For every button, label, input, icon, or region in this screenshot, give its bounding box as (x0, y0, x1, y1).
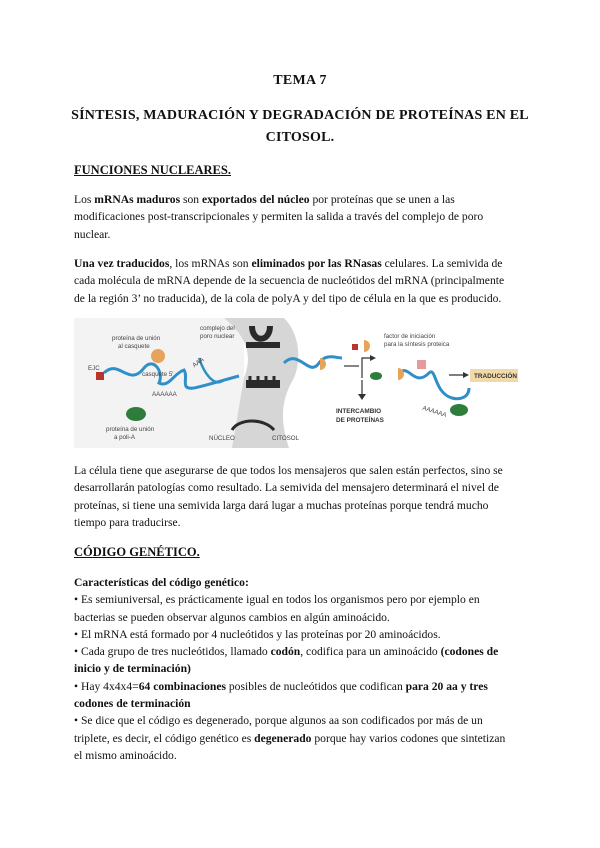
bullet-line: • Se dice que el código es degenerado, porque algunos aa son codificados por más de un (74, 714, 483, 728)
bold-run: codón (270, 645, 301, 659)
label-cap5: casquete 5' (142, 371, 174, 378)
label-pore-1: complejo del (200, 325, 235, 332)
ejc-marker (96, 372, 104, 380)
label-polya-small: AAA (191, 356, 206, 370)
bullet-line (74, 643, 532, 660)
bullet-line: • Es semiuniversal, es prácticamente igual en todos los organismos pero por ejemplo en (74, 593, 480, 607)
subheading: Características del código genético: (74, 576, 249, 589)
label-pore-2: poro nuclear (200, 333, 235, 340)
label-nucleus: NÚCLEO (209, 435, 235, 442)
mrna-export-figure (74, 318, 534, 448)
bold-run: 64 combinaciones (138, 679, 226, 693)
text-run: , codifica para un aminoácido (300, 645, 441, 659)
polya-binding-protein (126, 407, 146, 421)
bullet-line: bacterias se pueden observar algunos cambios en algún aminoácido. (74, 610, 390, 624)
page-title (60, 105, 540, 149)
text-run: posibles de nucleótidos que codifican (225, 679, 406, 693)
bold-run: Una vez traducidos (74, 257, 170, 270)
label-polya-2: AAAAAA (421, 404, 448, 419)
title-line-2: CITOSOL. (265, 130, 335, 145)
arrowhead-translation-icon (463, 372, 469, 378)
paragraph-line (74, 191, 532, 208)
polya-protein-translation (450, 404, 468, 416)
bold-run: (codones de (440, 645, 499, 659)
text-run: , los mRNAs son (169, 257, 252, 270)
bold-run: para 20 aa y tres (405, 679, 488, 693)
section-heading-funciones-nucleares: FUNCIONES NUCLEARES. (74, 163, 231, 177)
title-line-1: SÍNTESIS, MADURACIÓN Y DEGRADACIÓN DE PROTEÍNAS EN EL (71, 108, 529, 123)
paragraph-line: tiempo para traducirse. (74, 515, 181, 529)
label-ejc: EJC (88, 365, 100, 372)
paragraph-line: nuclear. (74, 227, 111, 241)
bullet-line (74, 730, 532, 747)
paragraph-line: cada molécula de mRNA depende de la secuencia de nucleótidos del mRNA (principalmente (74, 274, 505, 288)
ejc-marker-small (352, 344, 358, 350)
tema-heading: TEMA 7 (273, 73, 327, 88)
text-run: • Cada grupo de tres nucleótidos, llamado (74, 645, 271, 659)
paragraph-line: desarrollarán patologías como resultado. La semivida del mensajero determinará el nivel de (74, 481, 499, 495)
label-cytosol: CITOSOL (272, 435, 300, 442)
section-heading-codigo-genetico: CÓDIGO GENÉTICO. (74, 545, 200, 559)
label-polya-protein-2: a poli-A (114, 434, 135, 441)
paragraph-line: La célula tiene que asegurarse de que todos los mensajeros que salen están perfectos, sino se (74, 464, 503, 477)
bold-run: exportados del núcleo (201, 193, 310, 206)
paragraph-degradation (74, 255, 532, 307)
bullet-line (74, 678, 532, 695)
text-run: son (180, 193, 202, 206)
text-run: celulares. La semivida de (381, 257, 503, 270)
bullet-line: • El mRNA está formado por 4 nucleótidos y las proteínas por 20 aminoácidos. (74, 627, 441, 641)
paragraph-halflife (74, 462, 532, 531)
arrowhead-down-icon (358, 394, 366, 400)
polya-protein-small (370, 372, 382, 380)
text-run: Los (74, 193, 95, 206)
bullet-line: codones de terminación (74, 697, 191, 711)
label-cap-protein-2: al casquete (118, 343, 150, 350)
label-exchange-2: DE PROTEÍNAS (336, 417, 384, 424)
label-factor-1: factor de iniciación (384, 333, 436, 340)
text-run: por proteínas que se unen a las (309, 193, 455, 206)
bullet-line: el mismo aminoácido. (74, 748, 177, 762)
label-factor-2: para la síntesis proteica (384, 341, 450, 348)
paragraph-export (74, 191, 532, 243)
paragraph-line: de la región 3’ no traducida), de la cola de polyA y del tipo de célula en la que es producido. (74, 291, 502, 305)
text-run: triplete, es decir, el código genético es (74, 731, 255, 745)
arrowhead-icon (370, 355, 376, 361)
bold-run: mRNAs maduros (94, 193, 181, 206)
label-translation: TRADUCCIÓN (474, 373, 517, 380)
label-polya-protein-1: proteína de unión (106, 426, 155, 433)
bold-run: degenerado (254, 731, 312, 745)
label-exchange-1: INTERCAMBIO (336, 408, 382, 415)
initiation-factor (417, 360, 426, 369)
bullet-line: inicio y de terminación) (74, 662, 191, 676)
cap-protein-cytosol (320, 358, 326, 370)
cap-binding-protein (151, 349, 165, 363)
genetic-code-list (74, 574, 532, 764)
cap-protein-small (364, 340, 370, 352)
label-cap-protein-1: proteína de unión (112, 335, 161, 342)
bold-run: eliminados por las RNasas (251, 257, 382, 270)
paragraph-line (74, 255, 532, 272)
paragraph-line: modificaciones post-transcripcionales y permiten la salida a través del complejo de poro (74, 210, 484, 224)
text-run: • Hay 4x4x4= (74, 679, 139, 693)
label-polya: AAAAAA (152, 391, 177, 398)
paragraph-line: proteínas, si tiene una semivida larga dará lugar a muchas proteínas porque tendrá mucho (74, 498, 489, 512)
text-run: porque hay varios codones que sintetizan (311, 731, 506, 745)
